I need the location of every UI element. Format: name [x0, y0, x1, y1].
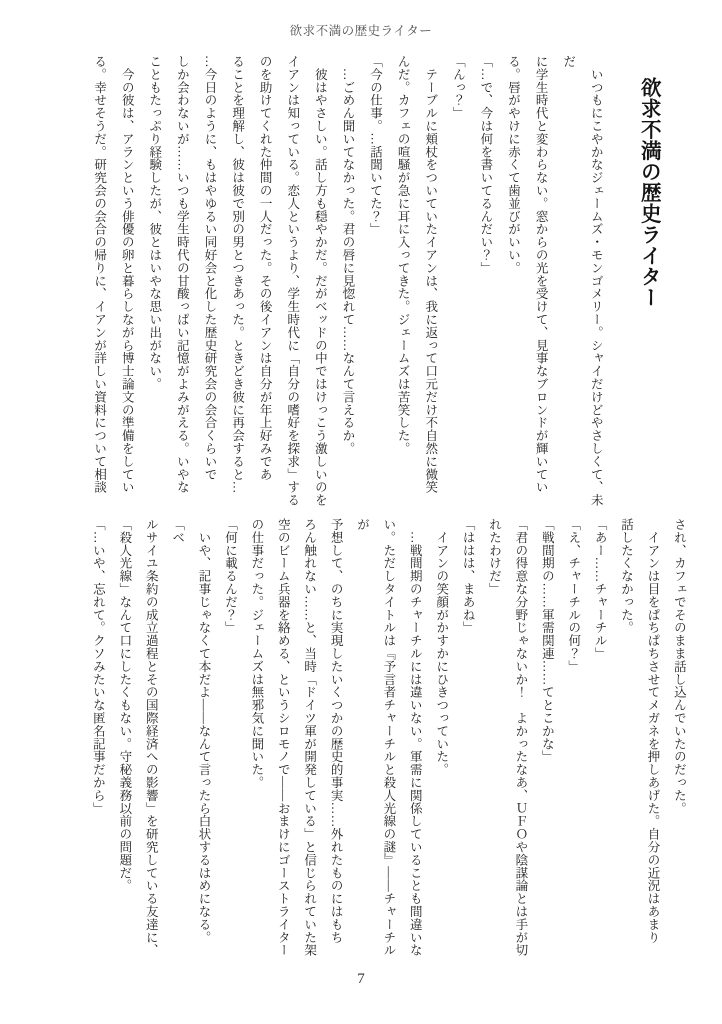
text-column: 空のビーム兵器を絡める、というシロモノで――おまけにゴーストライター — [276, 518, 291, 957]
text-column: る。幸せそうだ。研究会の会合の帰りに、イアンが詳しい資料について相談 — [92, 55, 107, 494]
text-column: ろん触れない……と、当時「ドイツ軍が開発している」と信じられていた架 — [302, 518, 317, 957]
text-column: 「…いや、忘れて。クソみたいな匿名記事だから」 — [91, 518, 106, 815]
page-number: 7 — [357, 971, 365, 987]
text-column: イアンは知っている。恋人というより、学生時代に「自分の嗜好を探求」する — [285, 55, 300, 507]
page-content — [85, 55, 687, 960]
text-column: …今日のように、もはやゆるい同好会と化した歴史研究会の会合くらいで — [202, 55, 217, 481]
text-column: 「んっ？」 — [451, 55, 466, 120]
text-column: こともたっぷり経験したが、彼とはいやな思い出がない。 — [147, 55, 162, 391]
text-block-bottom — [85, 518, 692, 960]
text-column: 「あー……チャーチル」 — [593, 518, 608, 660]
text-column: …ごめん聞いてなかった。君の唇に見惚れて……なんて言えるか。 — [340, 55, 355, 455]
text-column: いや、記事じゃなくて本だよ――なんて言ったら白状するはめになる。「ベ — [170, 518, 212, 944]
text-column: いつもにこやかなジェームズ・モンゴメリー。シャイだけどやさしくて、未だ — [561, 55, 604, 507]
text-column: ることを理解し、彼は彼で別の男とつきあった。ときどき彼に再会すると… — [230, 55, 245, 494]
text-column: れたわけだ」 — [487, 518, 502, 596]
text-column: 「君の得意な分野じゃないか！ よかったなあ、ＵＦＯや陰謀論とは手が切 — [513, 518, 528, 957]
text-column: 「今の仕事。…話聞いてた？」 — [368, 55, 383, 236]
text-column: ルサイユ条約の成立過程とその国際経済への影響」を研究している友達に、 — [144, 518, 159, 957]
running-header — [0, 21, 722, 39]
text-column: しか会わないが……いつも学生時代の甘酸っぱい記憶がよみがえる。いやな — [175, 55, 190, 494]
text-column: 今の彼は、アランという俳優の卵と暮らしながら博士論文の準備をしてい — [120, 55, 135, 494]
text-column: され、カフェでそのまま話し込んでいたのだった。 — [672, 518, 687, 815]
text-column: る。唇がやけに赤くて歯並びがいい。 — [506, 55, 521, 275]
text-column: い。ただしタイトルは『予言者チャーチルと殺人光線の謎』――チャーチルが — [355, 518, 396, 957]
text-column: んだ。カフェの喧騒が急に耳に入ってきた。ジェームズは苦笑した。 — [396, 55, 411, 455]
text-column: 話したくなかった。 — [619, 518, 634, 635]
text-column: 「何に載るんだ？」 — [223, 518, 238, 635]
text-column: の仕事だった。ジェームズは無邪気に聞いた。 — [249, 518, 264, 789]
running-header-text: 欲求不満の歴史ライター — [289, 24, 433, 38]
text-column: 「え、チャーチルの何？」 — [566, 518, 581, 673]
text-column: イアンの笑顔がかすかにひきつっていた。 — [434, 518, 449, 776]
story-title: 欲求不満の歴史ライター — [637, 77, 660, 308]
text-column: …戦間期のチャーチルには違いない。軍需に関係していることも間違いな — [408, 518, 423, 957]
text-column: 「殺人光線」なんて口にしたくもない。守秘義務以前の問題だ。 — [117, 518, 132, 893]
text-column: のを助けてくれた仲間の一人だった。その後イアンは自分が年上好みであ — [258, 55, 273, 481]
text-column: 彼はやさしい。話し方も穏やかだ。だがベッドの中ではけっこう激しいのを — [313, 55, 328, 507]
text-column: 「戦間期の……軍需関連……てとこかな」 — [540, 518, 555, 764]
text-column: に学生時代と変わらない。窓からの光を受けて、見事なブロンドが輝いてい — [534, 55, 549, 494]
text-column: 「ははは、まあね」 — [461, 518, 476, 635]
text-column: テーブルに頬杖をついていたイアンは、我に返って口元だけ不自然に微笑 — [423, 55, 438, 494]
text-block-top — [85, 55, 663, 507]
text-column: 予想して、のちに実現したいくつかの歴史的事実……外れたものにはもち — [329, 518, 344, 944]
text-column: イアンは目をぱちぱちさせてメガネを押しあげた。自分の近況はあまり — [645, 518, 660, 944]
text-column: 「…で、今は何を書いてるんだい？」 — [478, 55, 493, 275]
